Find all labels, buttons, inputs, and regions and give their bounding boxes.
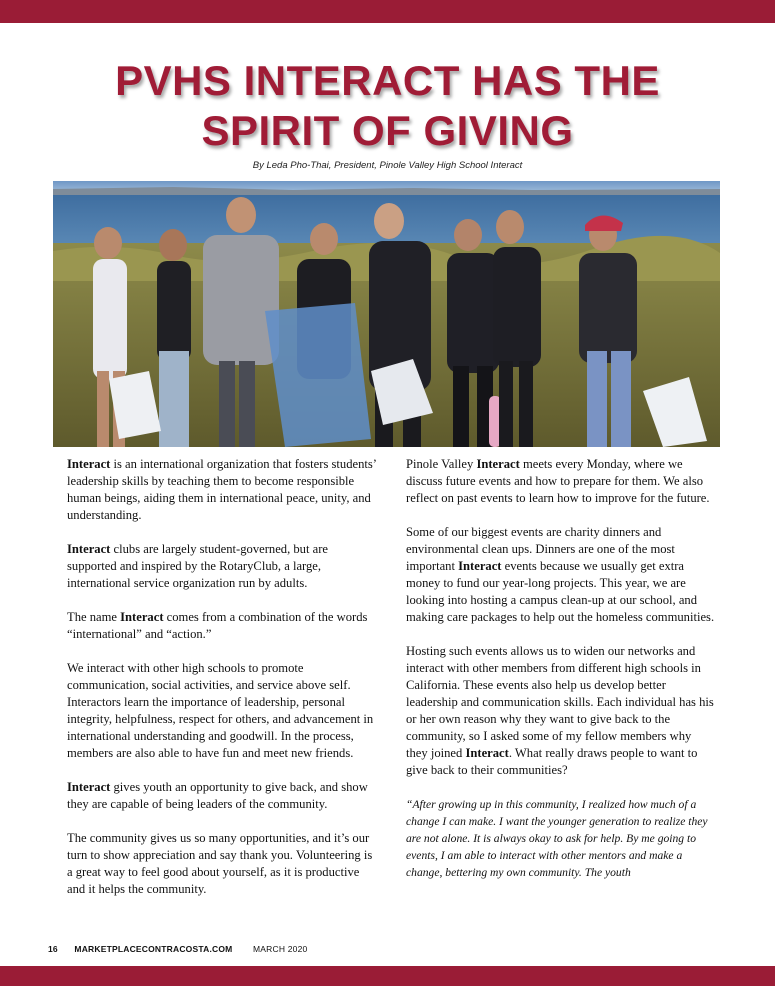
keyword-interact: Interact bbox=[458, 559, 502, 573]
keyword-interact: Interact bbox=[67, 457, 111, 471]
paragraph: The name Interact comes from a combination of the words “international” and “action.” bbox=[67, 610, 368, 641]
bottom-color-bar bbox=[0, 966, 775, 986]
page-footer bbox=[48, 944, 307, 954]
article-photo bbox=[53, 181, 720, 447]
title-line-2: SPIRIT OF GIVING bbox=[201, 107, 574, 154]
paragraph: Pinole Valley Interact meets every Monday, where we discuss future events and how to prepare for them. We also reflect on past events to learn how to improve for the future. bbox=[406, 457, 710, 505]
member-quote: “After growing up in this community, I realized how much of a change I can make. I want the younger generation to realize they are not alone. It is always okay to ask for help. By me going to events, I am able to interact with other mentors and make a change, bettering my own community. The youth bbox=[406, 798, 708, 879]
paragraph: Interact gives youth an opportunity to give back, and show they are capable of being leaders of the community. bbox=[67, 780, 368, 811]
page-number: 16 bbox=[48, 944, 58, 954]
paragraph: Some of our biggest events are charity dinners and environmental clean ups. Dinners are one of the most important Interact events because we usually get extra money to fund our year-long projects. This year, we are looking into hosting a campus clean-up at our school, and making care packages to help out the homeless communities. bbox=[406, 525, 715, 624]
footer-issue: MARCH 2020 bbox=[253, 944, 308, 954]
keyword-interact: Interact bbox=[465, 746, 509, 760]
paragraph: Interact is an international organization that fosters students’ leadership skills by teaching them to become responsible human beings, aiding them in international peace, unity, and understanding. bbox=[67, 457, 377, 522]
title-line-1: PVHS INTERACT HAS THE bbox=[115, 57, 660, 104]
keyword-interact: Interact bbox=[67, 542, 111, 556]
paragraph: The community gives us so many opportunities, and it’s our turn to show appreciation and say thank you. Volunteering is a great way to feel good about yourself, as it is productive and it helps the community. bbox=[67, 831, 373, 896]
byline: By Leda Pho-Thai, President, Pinole Valley High School Interact bbox=[252, 160, 523, 171]
keyword-interact: Interact bbox=[67, 780, 111, 794]
paragraph: We interact with other high schools to promote communication, social activities, and service above self. Interactors learn the importance of leadership, personal integrity, helpfulness, respect for others, and advancement in international understanding and goodwill. In the process, members are also able to have fun and meet new friends. bbox=[67, 661, 374, 760]
footer-site: MARKETPLACECONTRACOSTA.COM bbox=[74, 944, 233, 954]
left-column bbox=[67, 456, 377, 915]
right-column bbox=[406, 456, 716, 898]
paragraph: Interact clubs are largely student-governed, but are supported and inspired by the RotaryClub, a large, international service organization run by adults. bbox=[67, 542, 328, 590]
keyword-interact: Interact bbox=[476, 457, 520, 471]
keyword-interact: Interact bbox=[120, 610, 164, 624]
top-color-bar bbox=[0, 0, 775, 23]
article-title bbox=[0, 56, 775, 156]
paragraph: Hosting such events allows us to widen our networks and interact with other members from different high schools in California. These events also help us develop better leadership and communication skills. Each individual has his or her own reason why they want to give back to the community, so I asked some of my fellow members why they joined Interact. What really draws people to want to give back to their communities? bbox=[406, 644, 714, 777]
